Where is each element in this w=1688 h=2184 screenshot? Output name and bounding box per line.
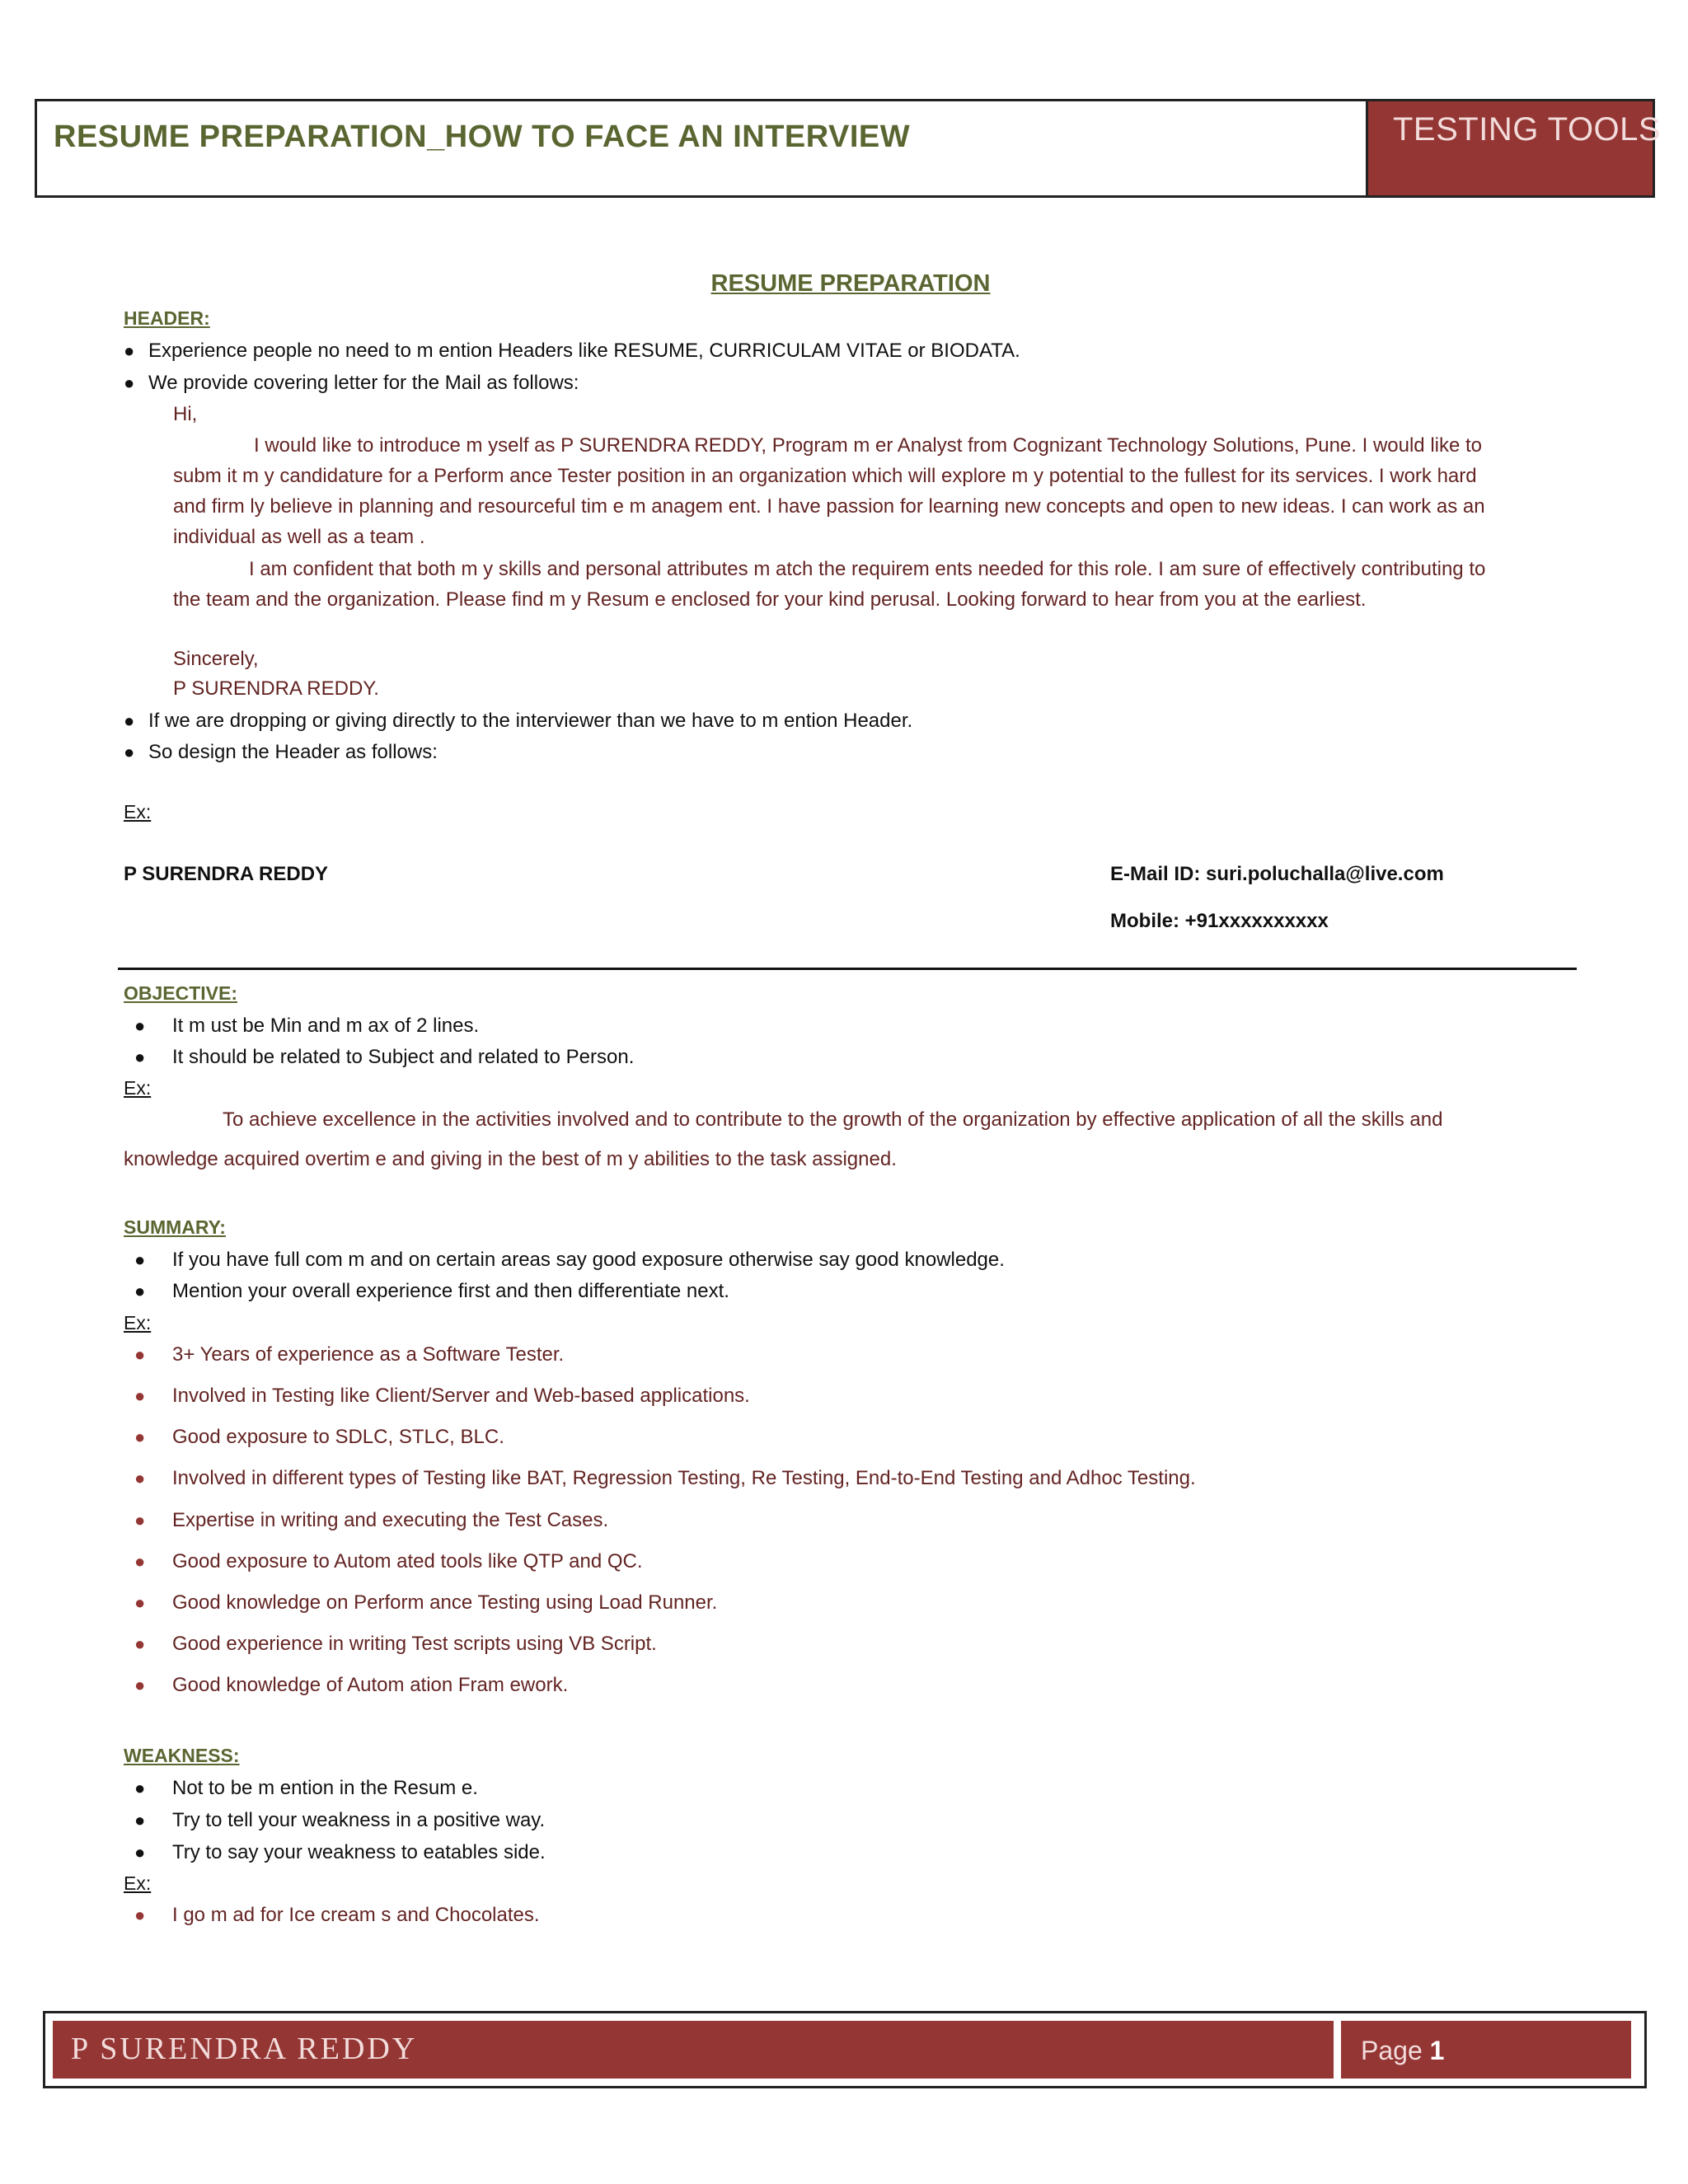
section-heading-header: HEADER: <box>124 307 210 329</box>
bullet-dot: ● <box>134 1249 146 1270</box>
bullet-dot: ● <box>134 1778 146 1798</box>
section-heading-summary: SUMMARY: <box>124 1216 226 1238</box>
summary-example-item: Expertise in writing and executing the Test Cases. <box>172 1509 609 1531</box>
bullet-dot: ● <box>124 340 135 361</box>
letter-line: subm it m y candidature for a Perform ance Tester position in an organization which will explore m y potential to the fullest for its services. I work hard <box>173 465 1477 487</box>
bullet-dot: ● <box>134 1510 146 1530</box>
bullet-dot: ● <box>124 742 135 762</box>
objective-example-line: knowledge acquired overtim e and giving in the best of m y abilities to the task assigned. <box>124 1148 897 1170</box>
list-item: We provide covering letter for the Mail as follows: <box>148 372 579 394</box>
example-name: P SURENDRA REDDY <box>124 863 329 885</box>
bullet-dot: ● <box>134 1810 146 1830</box>
list-item: Mention your overall experience first and then differentiate next. <box>172 1280 729 1302</box>
document-title: RESUME PREPARATION_HOW TO FACE AN INTERVIEW <box>54 120 911 154</box>
list-item: If we are dropping or giving directly to the interviewer than we have to m ention Header. <box>148 710 913 732</box>
page-indicator <box>1361 2036 1444 2066</box>
list-item: Experience people no need to m ention Headers like RESUME, CURRICULAM VITAE or BIODATA. <box>148 340 1020 362</box>
list-item: It m ust be Min and m ax of 2 lines. <box>172 1015 480 1037</box>
summary-example-item: 3+ Years of experience as a Software Tester. <box>172 1343 565 1366</box>
letter-greeting: Hi, <box>173 403 198 425</box>
bullet-dot: ● <box>134 1427 146 1447</box>
bullet-dot: ● <box>134 1551 146 1572</box>
footer-page-box <box>1341 2021 1631 2079</box>
page-label: Page <box>1361 2036 1423 2065</box>
page-footer <box>43 2011 1647 2088</box>
letter-closing: Sincerely, <box>173 648 259 670</box>
bullet-dot: ● <box>134 1344 146 1365</box>
weakness-example-item: I go m ad for Ice cream s and Chocolates. <box>172 1904 540 1926</box>
bullet-dot: ● <box>134 1592 146 1613</box>
summary-example-item: Involved in Testing like Client/Server and Web-based applications. <box>172 1385 750 1407</box>
summary-example-item: Good exposure to Autom ated tools like QTP and QC. <box>172 1550 643 1572</box>
bullet-dot: ● <box>134 1842 146 1863</box>
example-email: E-Mail ID: suri.poluchalla@live.com <box>1110 863 1444 885</box>
example-label: Ex: <box>124 801 152 823</box>
divider <box>118 968 1577 970</box>
footer-author-box <box>53 2021 1334 2079</box>
summary-example-item: Good experience in writing Test scripts using VB Script. <box>172 1633 657 1655</box>
bullet-dot: ● <box>134 1633 146 1654</box>
list-item: If you have full com m and on certain areas say good exposure otherwise say good knowledge. <box>172 1249 1005 1271</box>
summary-example-item: Involved in different types of Testing like BAT, Regression Testing, Re Testing, End-to-End Testing and Adhoc Testing. <box>172 1467 1196 1489</box>
letter-signature: P SURENDRA REDDY. <box>173 677 379 700</box>
bullet-dot: ● <box>134 1047 146 1067</box>
bullet-dot: ● <box>134 1468 146 1488</box>
list-item: Not to be m ention in the Resum e. <box>172 1777 478 1799</box>
list-item: Try to say your weakness to eatables side. <box>172 1841 546 1863</box>
example-label: Ex: <box>124 1872 152 1894</box>
letter-line: I am confident that both m y skills and personal attributes m atch the requirem ents needed for this role. I am sure of effectively contributing to <box>249 558 1486 580</box>
bullet-dot: ● <box>134 1675 146 1695</box>
bullet-dot: ● <box>134 1015 146 1036</box>
bullet-dot: ● <box>134 1905 146 1925</box>
list-item: Try to tell your weakness in a positive way. <box>172 1809 546 1831</box>
section-heading-objective: OBJECTIVE: <box>124 982 238 1004</box>
main-title: RESUME PREPARATION <box>710 270 991 297</box>
letter-line: I would like to introduce m yself as P SURENDRA REDDY, Program m er Analyst from Cognizant Technology Solutions, Pune. I would like to <box>254 434 1483 457</box>
header-badge-label: TESTING TOOLS <box>1393 111 1662 148</box>
example-label: Ex: <box>124 1312 152 1333</box>
bullet-dot: ● <box>124 373 135 393</box>
footer-author: P SURENDRA REDDY <box>71 2032 418 2066</box>
summary-example-item: Good exposure to SDLC, STLC, BLC. <box>172 1426 504 1448</box>
summary-example-item: Good knowledge on Perform ance Testing using Load Runner. <box>172 1591 718 1614</box>
letter-line: the team and the organization. Please find m y Resum e enclosed for your kind perusal. Looking forward to hear from you at the earliest. <box>173 588 1367 611</box>
letter-line: individual as well as a team . <box>173 526 425 548</box>
letter-line: and firm ly believe in planning and resourceful tim e m anagem ent. I have passion for learning new concepts and open to new ideas. I can work as an <box>173 495 1485 518</box>
bullet-dot: ● <box>134 1385 146 1406</box>
example-mobile: Mobile: +91xxxxxxxxxx <box>1110 910 1329 932</box>
section-heading-weakness: WEAKNESS: <box>124 1745 240 1766</box>
list-item: It should be related to Subject and related to Person. <box>172 1046 635 1068</box>
page-number: 1 <box>1429 2036 1445 2065</box>
bullet-dot: ● <box>124 710 135 731</box>
list-item: So design the Header as follows: <box>148 741 438 763</box>
objective-example-line: To achieve excellence in the activities involved and to contribute to the growth of the organization by effective application of all the skills and <box>223 1108 1443 1131</box>
summary-example-item: Good knowledge of Autom ation Fram ework. <box>172 1674 569 1696</box>
bullet-dot: ● <box>134 1281 146 1301</box>
example-label: Ex: <box>124 1077 152 1099</box>
